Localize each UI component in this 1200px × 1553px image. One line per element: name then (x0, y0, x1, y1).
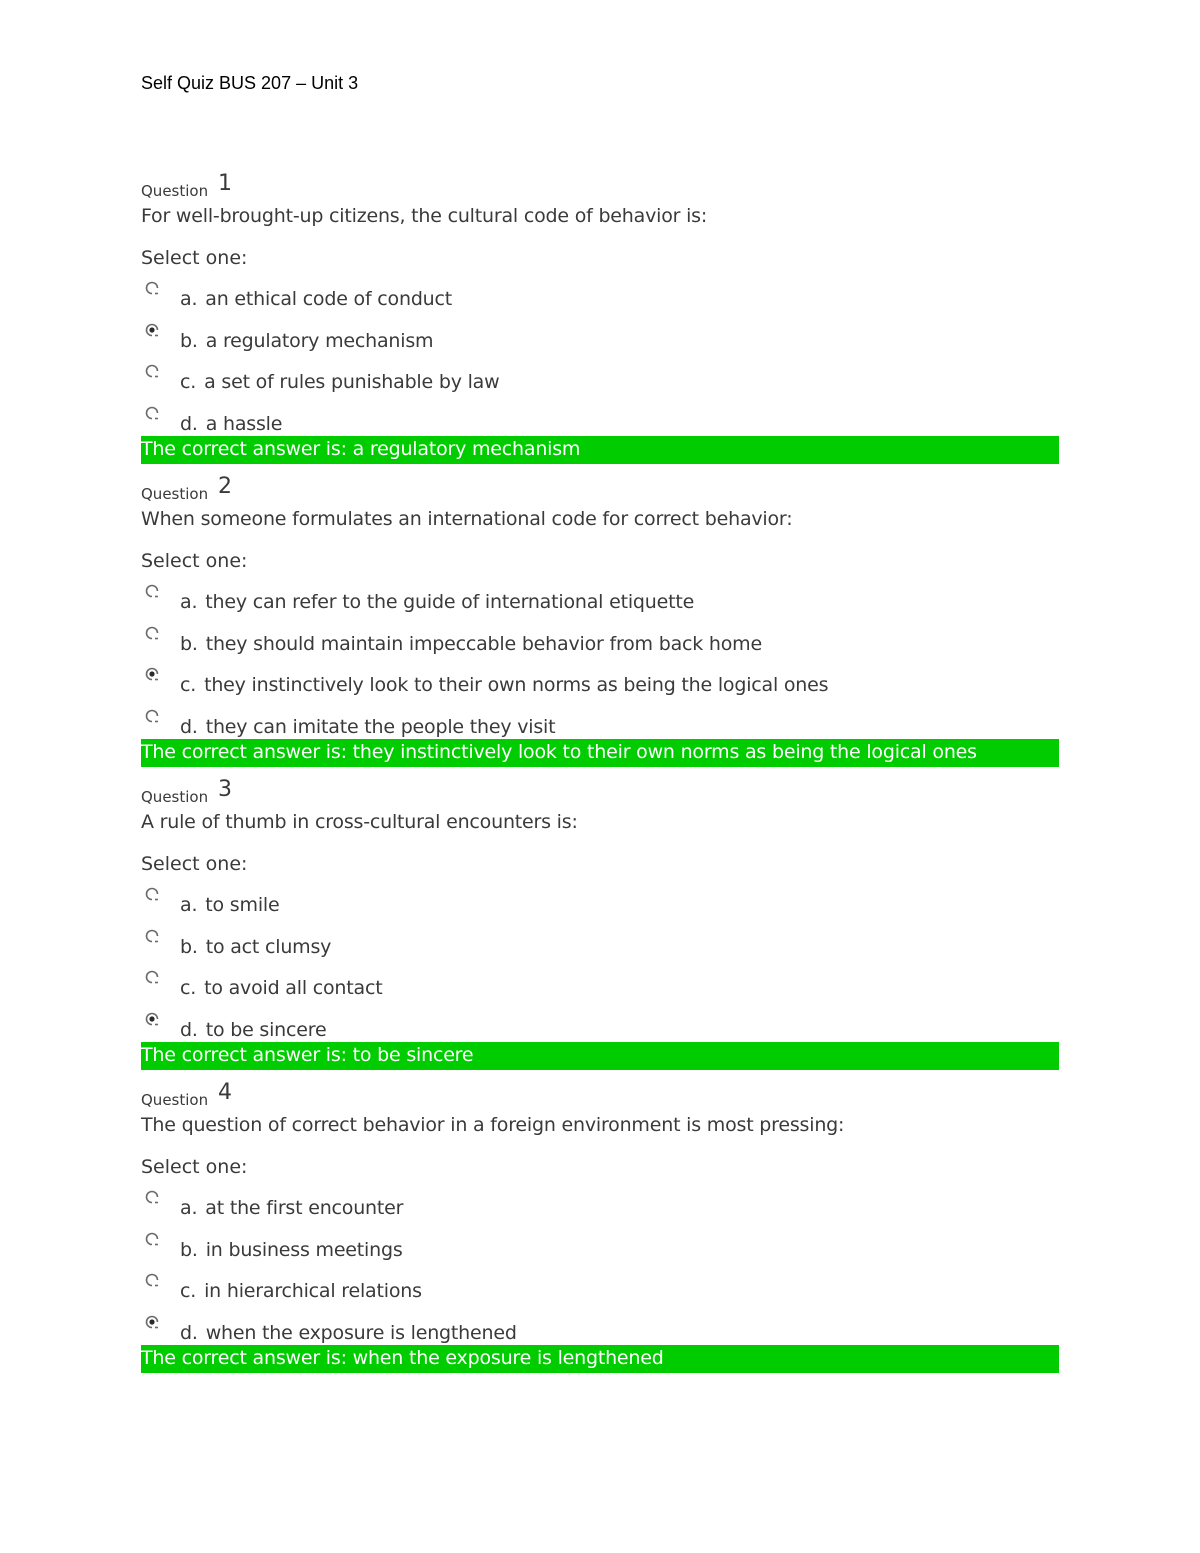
answer-option[interactable] (141, 1183, 1059, 1225)
option-label (180, 673, 828, 697)
option-label (180, 976, 382, 1000)
option-text: in business meetings (205, 1238, 403, 1261)
answer-option[interactable] (141, 963, 1059, 1005)
option-text: a regulatory mechanism (205, 329, 434, 352)
option-text: a set of rules punishable by law (204, 371, 500, 393)
radio-unselected-icon[interactable] (144, 625, 158, 639)
question-header (141, 474, 1059, 507)
select-prompt: Select one: (141, 550, 248, 572)
correct-answer-feedback: The correct answer is: to be sincere (141, 1042, 1059, 1070)
option-label (180, 1238, 403, 1262)
option-letter: b. (180, 935, 198, 958)
select-prompt: Select one: (141, 247, 248, 269)
option-text: when the exposure is lengthened (205, 1321, 517, 1344)
option-text: a hassle (205, 412, 283, 435)
option-letter: c. (180, 371, 197, 393)
radio-unselected-icon[interactable] (144, 708, 158, 722)
answer-option[interactable] (141, 619, 1059, 661)
correct-answer-feedback: The correct answer is: they instinctively look to their own norms as being the logical ones (141, 739, 1059, 767)
option-letter: c. (180, 1280, 197, 1302)
question-text: A rule of thumb in cross-cultural encounters is: (141, 811, 578, 833)
answer-option[interactable] (141, 702, 1059, 744)
answer-option[interactable] (141, 1266, 1059, 1308)
answer-option[interactable] (141, 357, 1059, 399)
option-label (180, 715, 555, 739)
answer-option[interactable] (141, 880, 1059, 922)
question-number: 4 (218, 1080, 232, 1105)
question-text: For well-brought-up citizens, the cultural code of behavior is: (141, 205, 708, 227)
option-letter: a. (180, 591, 198, 613)
radio-unselected-icon[interactable] (144, 405, 158, 419)
radio-selected-icon[interactable] (144, 666, 158, 680)
option-label (180, 287, 452, 311)
option-label (180, 1018, 326, 1042)
question-number: 1 (218, 171, 232, 196)
option-letter: b. (180, 1238, 198, 1261)
answer-option[interactable] (141, 1225, 1059, 1267)
option-letter: a. (180, 288, 198, 310)
radio-unselected-icon[interactable] (144, 969, 158, 983)
option-text: to smile (205, 894, 280, 916)
option-text: an ethical code of conduct (205, 288, 453, 310)
option-text: they instinctively look to their own norms as being the logical ones (204, 674, 829, 696)
radio-selected-icon[interactable] (144, 1314, 158, 1328)
radio-unselected-icon[interactable] (144, 1189, 158, 1203)
question-block (141, 777, 1059, 1066)
answer-option[interactable] (141, 399, 1059, 441)
answer-option[interactable] (141, 922, 1059, 964)
option-letter: b. (180, 632, 198, 655)
option-label (180, 935, 331, 959)
radio-unselected-icon[interactable] (144, 1231, 158, 1245)
option-text: they should maintain impeccable behavior from back home (205, 632, 762, 655)
question-text: The question of correct behavior in a foreign environment is most pressing: (141, 1114, 845, 1136)
option-label (180, 1321, 517, 1345)
answer-option[interactable] (141, 1005, 1059, 1047)
question-block (141, 1080, 1059, 1369)
option-text: in hierarchical relations (204, 1280, 422, 1302)
radio-unselected-icon[interactable] (144, 928, 158, 942)
correct-answer-feedback: The correct answer is: when the exposure is lengthened (141, 1345, 1059, 1373)
option-text: to be sincere (205, 1018, 327, 1041)
answer-option[interactable] (141, 577, 1059, 619)
option-letter: c. (180, 977, 197, 999)
question-header (141, 171, 1059, 204)
answer-option[interactable] (141, 274, 1059, 316)
option-text: to avoid all contact (204, 977, 383, 999)
radio-selected-icon[interactable] (144, 1011, 158, 1025)
option-label (180, 1279, 422, 1303)
question-label: Question (141, 788, 209, 806)
question-text: When someone formulates an international code for correct behavior: (141, 508, 793, 530)
option-letter: d. (180, 715, 198, 738)
question-number: 3 (218, 777, 232, 802)
option-text: they can imitate the people they visit (205, 715, 556, 738)
document-title: Self Quiz BUS 207 – Unit 3 (141, 73, 359, 93)
select-prompt: Select one: (141, 853, 248, 875)
option-text: at the first encounter (205, 1197, 404, 1219)
option-label (180, 370, 499, 394)
option-label (180, 412, 282, 436)
option-letter: b. (180, 329, 198, 352)
radio-selected-icon[interactable] (144, 322, 158, 336)
option-label (180, 1196, 403, 1220)
select-prompt: Select one: (141, 1156, 248, 1178)
option-label (180, 632, 762, 656)
radio-unselected-icon[interactable] (144, 886, 158, 900)
option-text: to act clumsy (205, 935, 332, 958)
option-letter: a. (180, 1197, 198, 1219)
radio-unselected-icon[interactable] (144, 363, 158, 377)
radio-unselected-icon[interactable] (144, 583, 158, 597)
option-label (180, 329, 433, 353)
question-header (141, 777, 1059, 810)
answer-option[interactable] (141, 1308, 1059, 1350)
option-text: they can refer to the guide of international etiquette (205, 591, 695, 613)
question-label: Question (141, 1091, 209, 1109)
correct-answer-feedback: The correct answer is: a regulatory mechanism (141, 436, 1059, 464)
radio-unselected-icon[interactable] (144, 280, 158, 294)
question-label: Question (141, 485, 209, 503)
option-letter: d. (180, 1018, 198, 1041)
radio-unselected-icon[interactable] (144, 1272, 158, 1286)
question-number: 2 (218, 474, 232, 499)
option-label (180, 590, 694, 614)
question-block (141, 171, 1059, 460)
question-header (141, 1080, 1059, 1113)
answer-option[interactable] (141, 316, 1059, 358)
question-block (141, 474, 1059, 763)
option-letter: a. (180, 894, 198, 916)
option-letter: d. (180, 412, 198, 435)
option-letter: d. (180, 1321, 198, 1344)
option-label (180, 893, 279, 917)
option-letter: c. (180, 674, 197, 696)
answer-option[interactable] (141, 660, 1059, 702)
question-label: Question (141, 182, 209, 200)
